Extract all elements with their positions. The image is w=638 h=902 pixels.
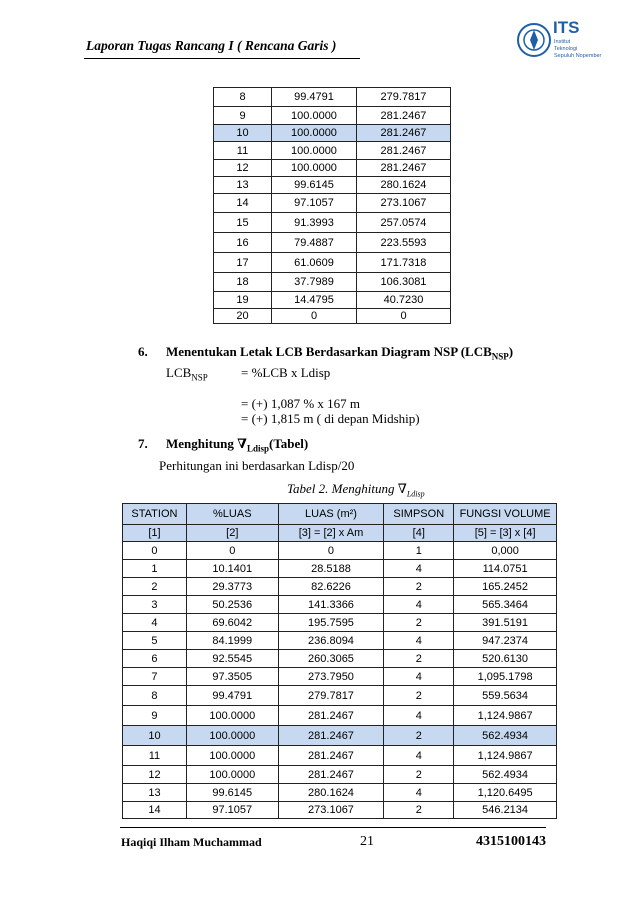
table-cell: 15 — [214, 213, 272, 233]
table-cell: 4 — [384, 596, 454, 614]
column-header: STATION — [123, 504, 187, 525]
table-cell: 99.4791 — [272, 88, 357, 107]
table-cell: 4 — [384, 632, 454, 650]
table-row — [123, 596, 557, 614]
table-row — [123, 784, 557, 802]
table-cell: 1,124.9867 — [454, 746, 557, 766]
lcb-label: $LCB_{NSP}$ — [166, 365, 208, 383]
table-cell: 273.7950 — [278, 668, 384, 686]
table-cell: 79.4887 — [272, 233, 357, 253]
table-cell: 565.3464 — [454, 596, 557, 614]
table-cell: 2 — [384, 766, 454, 784]
table-cell: 97.1057 — [272, 194, 357, 213]
table-cell: 0 — [123, 542, 187, 560]
its-logo — [516, 10, 602, 68]
table-cell: 279.7817 — [278, 686, 384, 706]
section6-heading: Menentukan Letak LCB Berdasarkan Diagram NSP $(LCB_{NSP})$ — [166, 344, 514, 362]
table-cell: 10 — [214, 125, 272, 142]
table-row — [123, 650, 557, 668]
section7-description: Perhitungan ini berdasarkan Ldisp/20 — [159, 458, 355, 473]
table-cell: 165.2452 — [454, 578, 557, 596]
table-cell: 0 — [186, 542, 278, 560]
table-row — [123, 686, 557, 706]
table-cell: 37.7989 — [272, 273, 357, 292]
table-cell: 1 — [123, 560, 187, 578]
table-cell: 84.1999 — [186, 632, 278, 650]
table-cell: 4 — [123, 614, 187, 632]
table-cell: 2 — [384, 650, 454, 668]
logo-sub-3: Sepuluh Nopember — [554, 53, 602, 59]
table-cell: 0,000 — [454, 542, 557, 560]
logo-text: ITS — [553, 18, 580, 37]
table-cell: 281.2467 — [278, 726, 384, 746]
column-header: %LUAS — [186, 504, 278, 525]
table-row — [214, 292, 451, 309]
table-row — [123, 726, 557, 746]
column-subheader: [3] = [2] x Am — [278, 525, 384, 542]
table-cell: 13 — [214, 177, 272, 194]
table-cell: 99.6145 — [186, 784, 278, 802]
table-cell: 1 — [384, 542, 454, 560]
table-cell: 947.2374 — [454, 632, 557, 650]
table-cell: 14.4795 — [272, 292, 357, 309]
table-volume-function — [122, 503, 557, 819]
table-cell: 257.0574 — [357, 213, 451, 233]
table-cell: 97.1057 — [186, 802, 278, 819]
column-header: LUAS (m²) — [278, 504, 384, 525]
table-cell: 4 — [384, 706, 454, 726]
table-row — [214, 107, 451, 125]
table-cell: 0 — [278, 542, 384, 560]
table-cell: 11 — [214, 142, 272, 160]
table-row — [214, 309, 451, 324]
column-header: SIMPSON — [384, 504, 454, 525]
table-cell: 0 — [357, 309, 451, 324]
table-row — [123, 746, 557, 766]
table-cell: 14 — [123, 802, 187, 819]
section6-number: 6. — [138, 344, 148, 359]
table-row — [214, 233, 451, 253]
table-row — [123, 706, 557, 726]
table-cell: 1,120.6495 — [454, 784, 557, 802]
table-cell: 50.2536 — [186, 596, 278, 614]
table-cell: 2 — [123, 578, 187, 596]
table-cell: 280.1624 — [357, 177, 451, 194]
table-row — [214, 213, 451, 233]
table-row — [214, 177, 451, 194]
table-cell: 281.2467 — [278, 766, 384, 784]
table-cell: 171.7318 — [357, 253, 451, 273]
footer-author: Haqiqi Ilham Muchammad — [121, 835, 262, 849]
table-row — [123, 766, 557, 784]
lcb-formula-1: = %LCB x Ldisp — [241, 365, 331, 380]
table-cell: 61.0609 — [272, 253, 357, 273]
table-row — [214, 194, 451, 213]
table-cell: 141.3366 — [278, 596, 384, 614]
logo-sub-2: Teknologi — [554, 46, 578, 52]
column-subheader: [4] — [384, 525, 454, 542]
table-cell: 114.0751 — [454, 560, 557, 578]
table-cell: 7 — [123, 668, 187, 686]
table-cell: 562.4934 — [454, 726, 557, 746]
header-divider — [84, 58, 360, 59]
table-cell: 97.3505 — [186, 668, 278, 686]
table-cell: 2 — [384, 686, 454, 706]
table-row — [214, 88, 451, 107]
footer-divider — [120, 827, 546, 828]
table-cell: 91.3993 — [272, 213, 357, 233]
table-row — [214, 160, 451, 177]
logo-sub-1: Institut — [554, 39, 571, 45]
table-subheader-row — [123, 525, 557, 542]
table-row — [123, 542, 557, 560]
table-cell: 40.7230 — [357, 292, 451, 309]
table-cell: 6 — [123, 650, 187, 668]
table-cell: 236.8094 — [278, 632, 384, 650]
table-cell: 281.2467 — [357, 142, 451, 160]
table-row — [214, 253, 451, 273]
table-cell: 2 — [384, 614, 454, 632]
table-cell: 2 — [384, 578, 454, 596]
table-cell: 273.1067 — [357, 194, 451, 213]
table-caption: Tabel 2. Menghitung $\nabla_{Ldisp}$ — [287, 481, 425, 499]
table-cell: 546.2134 — [454, 802, 557, 819]
column-header: FUNGSI VOLUME — [454, 504, 557, 525]
table-cell: 4 — [384, 668, 454, 686]
table-cell: 100.0000 — [272, 125, 357, 142]
table-cell: 281.2467 — [357, 160, 451, 177]
table-cell: 559.5634 — [454, 686, 557, 706]
table-row — [123, 632, 557, 650]
column-subheader: [5] = [3] x [4] — [454, 525, 557, 542]
column-subheader: [2] — [186, 525, 278, 542]
table-cell: 279.7817 — [357, 88, 451, 107]
table-cell: 281.2467 — [357, 107, 451, 125]
table-cell: 223.5593 — [357, 233, 451, 253]
table-row — [123, 668, 557, 686]
table-cell: 562.4934 — [454, 766, 557, 784]
table-cell: 2 — [384, 726, 454, 746]
table-cell: 92.5545 — [186, 650, 278, 668]
column-subheader: [1] — [123, 525, 187, 542]
table-cell: 1,124.9867 — [454, 706, 557, 726]
footer-page-number: 21 — [360, 834, 374, 849]
table-cell: 82.6226 — [278, 578, 384, 596]
table-cell: 28.5188 — [278, 560, 384, 578]
table-row — [123, 802, 557, 819]
table-cell: 100.0000 — [186, 766, 278, 784]
table-cell: 281.2467 — [278, 706, 384, 726]
section7-heading: Menghitung $\nabla_{Ldisp}(Tabel)$ — [166, 436, 309, 454]
table-cell: 8 — [214, 88, 272, 107]
table-header-row — [123, 504, 557, 525]
table-cell: 12 — [214, 160, 272, 177]
table-cell: 4 — [384, 560, 454, 578]
table-cell: 273.1067 — [278, 802, 384, 819]
table-row — [214, 125, 451, 142]
nabla-symbol: ∇ — [237, 436, 247, 451]
footer-student-id: 4315100143 — [476, 834, 546, 849]
table-cell: 520.6130 — [454, 650, 557, 668]
table-cell: 100.0000 — [272, 160, 357, 177]
table-cell: 3 — [123, 596, 187, 614]
table-row — [123, 614, 557, 632]
table-cell: 9 — [123, 706, 187, 726]
section7-number: 7. — [138, 436, 148, 451]
table-row — [123, 560, 557, 578]
table-cell: 29.3773 — [186, 578, 278, 596]
table-cell: 2 — [384, 802, 454, 819]
table-cell: 10.1401 — [186, 560, 278, 578]
table-cell: 17 — [214, 253, 272, 273]
table-cell: 69.6042 — [186, 614, 278, 632]
table-cell: 4 — [384, 746, 454, 766]
table-cell: 0 — [272, 309, 357, 324]
table-cell: 100.0000 — [186, 746, 278, 766]
table-cell: 11 — [123, 746, 187, 766]
table-continuation — [213, 87, 451, 324]
table-cell: 18 — [214, 273, 272, 292]
table-cell: 99.6145 — [272, 177, 357, 194]
lcb-formula-2: = (+) 1,087 % x 167 m — [241, 396, 361, 411]
table-cell: 281.2467 — [357, 125, 451, 142]
table-cell: 99.4791 — [186, 686, 278, 706]
table-row — [214, 273, 451, 292]
table-cell: 100.0000 — [272, 107, 357, 125]
table-cell: 12 — [123, 766, 187, 784]
table-cell: 10 — [123, 726, 187, 746]
table-cell: 195.7595 — [278, 614, 384, 632]
table-cell: 260.3065 — [278, 650, 384, 668]
table-cell: 100.0000 — [186, 706, 278, 726]
table-row — [123, 578, 557, 596]
table-cell: 8 — [123, 686, 187, 706]
table-cell: 19 — [214, 292, 272, 309]
table-cell: 391.5191 — [454, 614, 557, 632]
table-cell: 1,095.1798 — [454, 668, 557, 686]
table-cell: 5 — [123, 632, 187, 650]
table-row — [214, 142, 451, 160]
table-cell: 106.3081 — [357, 273, 451, 292]
table-cell: 280.1624 — [278, 784, 384, 802]
table-cell: 16 — [214, 233, 272, 253]
table-cell: 4 — [384, 784, 454, 802]
table-cell: 281.2467 — [278, 746, 384, 766]
page-header-title: Laporan Tugas Rancang I ( Rencana Garis ) — [86, 38, 337, 53]
table-cell: 20 — [214, 309, 272, 324]
table-cell: 100.0000 — [272, 142, 357, 160]
table-cell: 100.0000 — [186, 726, 278, 746]
table-cell: 9 — [214, 107, 272, 125]
lcb-formula-3: = (+) 1,815 m ( di depan Midship) — [241, 411, 420, 426]
table-cell: 14 — [214, 194, 272, 213]
table-cell: 13 — [123, 784, 187, 802]
